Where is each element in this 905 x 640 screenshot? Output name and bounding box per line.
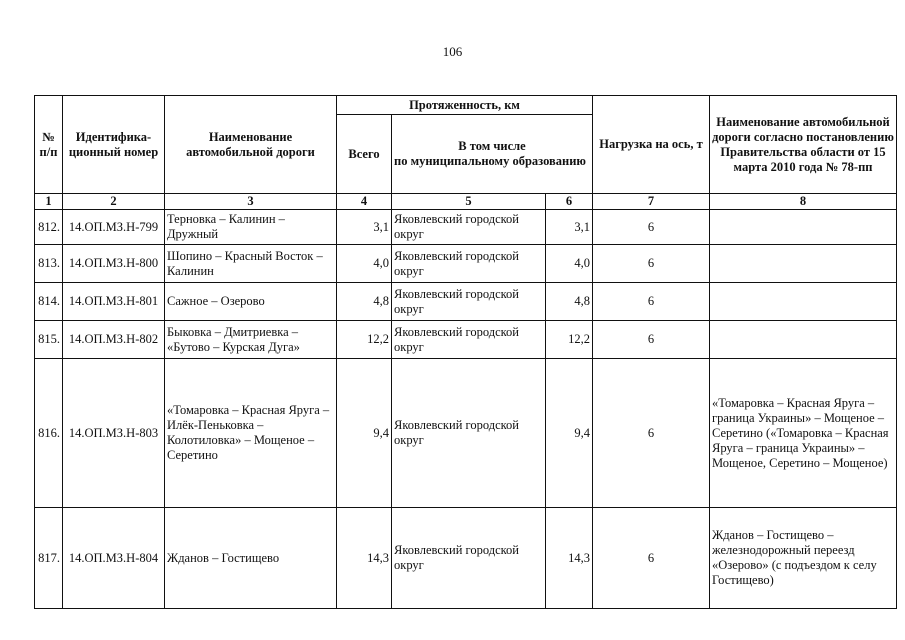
road-id: 14.ОП.МЗ.Н-802 [63,321,165,359]
municipal-length: 12,2 [546,321,593,359]
row-number: 812. [35,210,63,245]
axle-load: 6 [593,283,710,321]
header-id: Идентифика-ционный номер [63,96,165,194]
header-name: Наименование автомобильной дороги [165,96,337,194]
decree-road-name [710,210,897,245]
total-length: 4,0 [337,245,392,283]
municipality: Яковлевский городской округ [392,508,546,609]
road-id: 14.ОП.МЗ.Н-799 [63,210,165,245]
road-name: Шопино – Красный Восток – Калинин [165,245,337,283]
road-id: 14.ОП.МЗ.Н-800 [63,245,165,283]
column-number: 8 [710,194,897,210]
header-including-label: В том числе [458,139,526,153]
column-number: 6 [546,194,593,210]
road-id: 14.ОП.МЗ.Н-803 [63,359,165,508]
municipality: Яковлевский городской округ [392,359,546,508]
row-number: 814. [35,283,63,321]
header-axle-load: Нагрузка на ось, т [593,96,710,194]
column-number: 5 [392,194,546,210]
axle-load: 6 [593,508,710,609]
decree-road-name [710,245,897,283]
road-name: «Томаровка – Красная Яруга – Илёк-Пеньковка – Колотиловка» – Мощеное – Серетино [165,359,337,508]
header-decree-name: Наименование автомобильной дороги согласно постановлению Правительства области от 15 марта 2010 года № 78-пп [710,96,897,194]
municipal-length: 4,8 [546,283,593,321]
row-number: 816. [35,359,63,508]
header-length-group: Протяженность, км [337,96,593,115]
total-length: 4,8 [337,283,392,321]
table-row [35,508,897,609]
header-by-municipality: по муниципальному образованию [394,154,586,168]
table-row [35,321,897,359]
municipality: Яковлевский городской округ [392,283,546,321]
total-length: 3,1 [337,210,392,245]
table-row [35,359,897,508]
municipal-length: 4,0 [546,245,593,283]
row-number: 817. [35,508,63,609]
header-total: Всего [337,115,392,194]
road-id: 14.ОП.МЗ.Н-801 [63,283,165,321]
table-row [35,245,897,283]
axle-load: 6 [593,321,710,359]
total-length: 14,3 [337,508,392,609]
decree-road-name [710,321,897,359]
road-name: Быковка – Дмитриевка – «Бутово – Курская Дуга» [165,321,337,359]
header-num: № п/п [35,96,63,194]
road-name: Терновка – Калинин – Дружный [165,210,337,245]
page-number: 106 [442,44,463,59]
header-including [392,115,593,194]
decree-road-name: Жданов – Гостищево – железнодорожный переезд «Озерово» (с подъездом к селу Гостищево) [710,508,897,609]
decree-road-name [710,283,897,321]
axle-load: 6 [593,245,710,283]
road-id: 14.ОП.МЗ.Н-804 [63,508,165,609]
column-numbers-row [35,194,897,210]
axle-load: 6 [593,210,710,245]
row-number: 815. [35,321,63,359]
municipality: Яковлевский городской округ [392,321,546,359]
table-row [35,283,897,321]
row-number: 813. [35,245,63,283]
table-row [35,210,897,245]
decree-road-name: «Томаровка – Красная Яруга – граница Украины» – Мощеное – Серетино («Томаровка – Красная Яруга – граница Украины» – Мощеное, Серетино – Мощеное) [710,359,897,508]
column-number: 1 [35,194,63,210]
column-number: 7 [593,194,710,210]
column-number: 3 [165,194,337,210]
municipality: Яковлевский городской округ [392,210,546,245]
roads-table [34,95,897,609]
total-length: 12,2 [337,321,392,359]
total-length: 9,4 [337,359,392,508]
municipal-length: 14,3 [546,508,593,609]
municipality: Яковлевский городской округ [392,245,546,283]
municipal-length: 3,1 [546,210,593,245]
road-name: Сажное – Озерово [165,283,337,321]
road-name: Жданов – Гостищево [165,508,337,609]
column-number: 2 [63,194,165,210]
column-number: 4 [337,194,392,210]
municipal-length: 9,4 [546,359,593,508]
axle-load: 6 [593,359,710,508]
